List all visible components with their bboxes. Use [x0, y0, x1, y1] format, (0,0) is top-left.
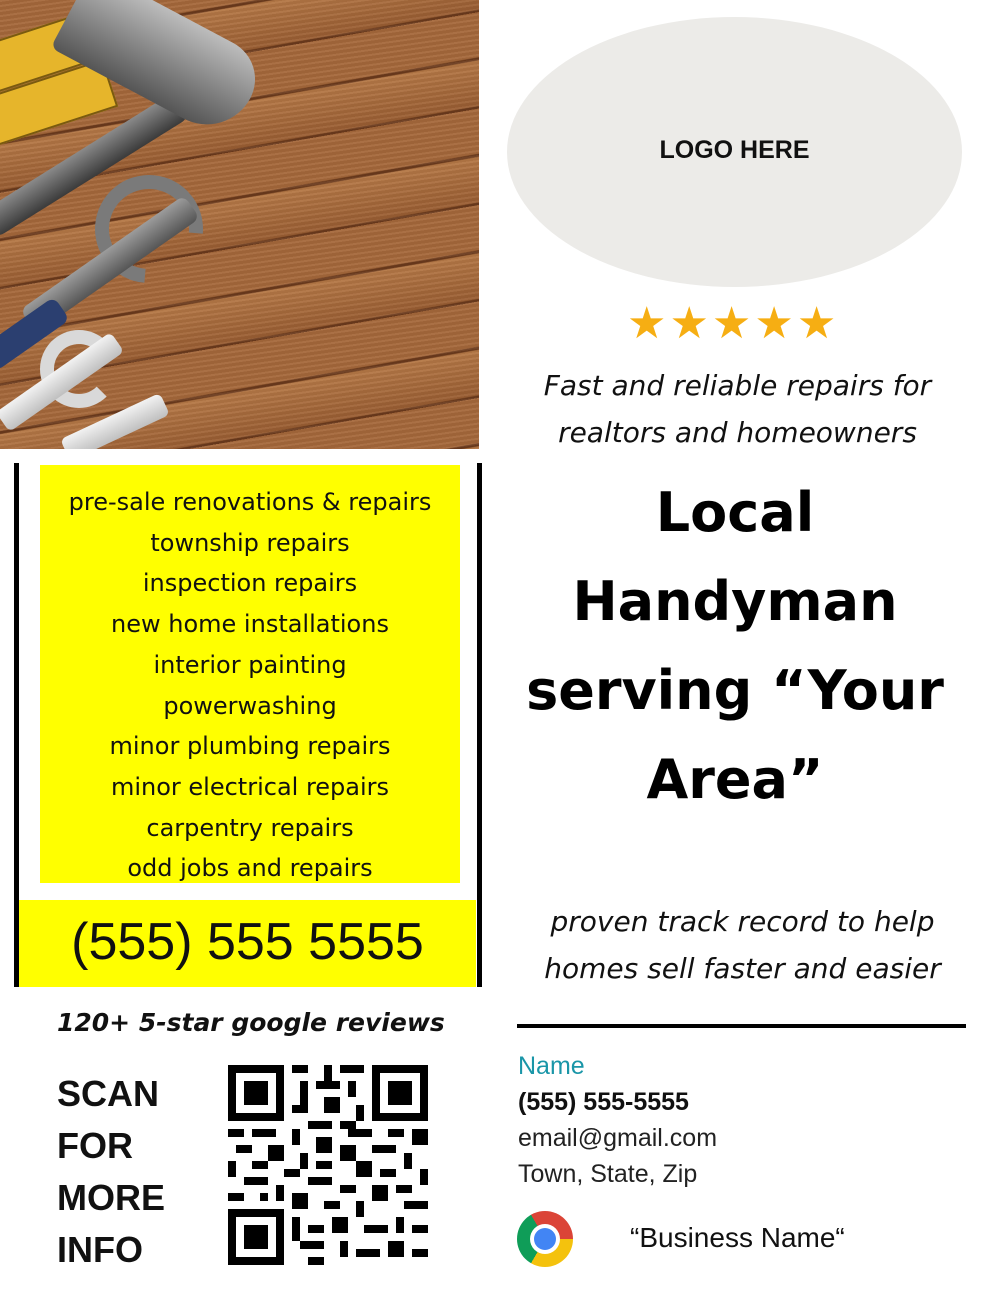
- qr-code-icon[interactable]: [228, 1065, 428, 1265]
- divider: [517, 1024, 966, 1028]
- service-item: minor electrical repairs: [110, 772, 390, 801]
- contact-address: Town, State, Zip: [518, 1160, 698, 1188]
- tagline: [510, 362, 965, 456]
- service-item: township repairs: [150, 528, 350, 557]
- service-item: pre-sale renovations & repairs: [68, 488, 432, 516]
- headline-line: Local: [655, 481, 815, 544]
- scan-line: INFO: [57, 1229, 143, 1270]
- services-list: [40, 465, 460, 883]
- star-icon: ★: [796, 298, 837, 349]
- star-icon: ★: [669, 298, 709, 349]
- contact-phone[interactable]: (555) 555-5555: [518, 1088, 689, 1116]
- headline: [510, 468, 960, 824]
- service-item: interior painting: [153, 650, 347, 679]
- scan-line: SCAN: [57, 1073, 160, 1114]
- contact-block: [518, 1048, 717, 1192]
- scan-line: MORE: [57, 1177, 165, 1218]
- proven-record: [515, 898, 970, 992]
- star-rating: [627, 298, 837, 349]
- headline-line: Handyman: [572, 570, 898, 633]
- headline-line: Area”: [646, 748, 824, 811]
- chrome-icon[interactable]: [517, 1211, 573, 1267]
- chrome-icon-center: [534, 1228, 556, 1250]
- service-item: powerwashing: [163, 691, 337, 720]
- logo-placeholder: [507, 17, 962, 287]
- tools-photo: [0, 0, 479, 449]
- star-icon: ★: [711, 298, 752, 349]
- tagline-line: realtors and homeowners: [558, 416, 917, 449]
- contact-email[interactable]: email@gmail.com: [518, 1124, 718, 1152]
- service-item: odd jobs and repairs: [127, 854, 373, 883]
- box-right-border: [477, 463, 482, 987]
- phone-banner-number: (555) 555 5555: [71, 912, 424, 971]
- contact-name: Name: [518, 1052, 585, 1080]
- service-item: inspection repairs: [142, 569, 358, 598]
- service-item: minor plumbing repairs: [109, 732, 391, 761]
- star-icon: ★: [754, 298, 794, 349]
- tagline-line: Fast and reliable repairs for: [543, 369, 932, 402]
- reviews-text: 120+ 5-star google reviews: [57, 1008, 445, 1037]
- business-name: “Business Name“: [630, 1222, 845, 1253]
- logo-label: LOGO HERE: [659, 135, 810, 164]
- scan-prompt: [57, 1068, 165, 1276]
- service-item: new home installations: [111, 610, 389, 639]
- headline-line: serving “Your: [526, 659, 944, 722]
- proven-line: homes sell faster and easier: [544, 952, 941, 985]
- scan-line: FOR: [57, 1125, 133, 1166]
- star-icon: ★: [627, 298, 667, 349]
- phone-banner: [19, 900, 476, 987]
- service-item: carpentry repairs: [146, 813, 354, 842]
- proven-line: proven track record to help: [550, 905, 935, 938]
